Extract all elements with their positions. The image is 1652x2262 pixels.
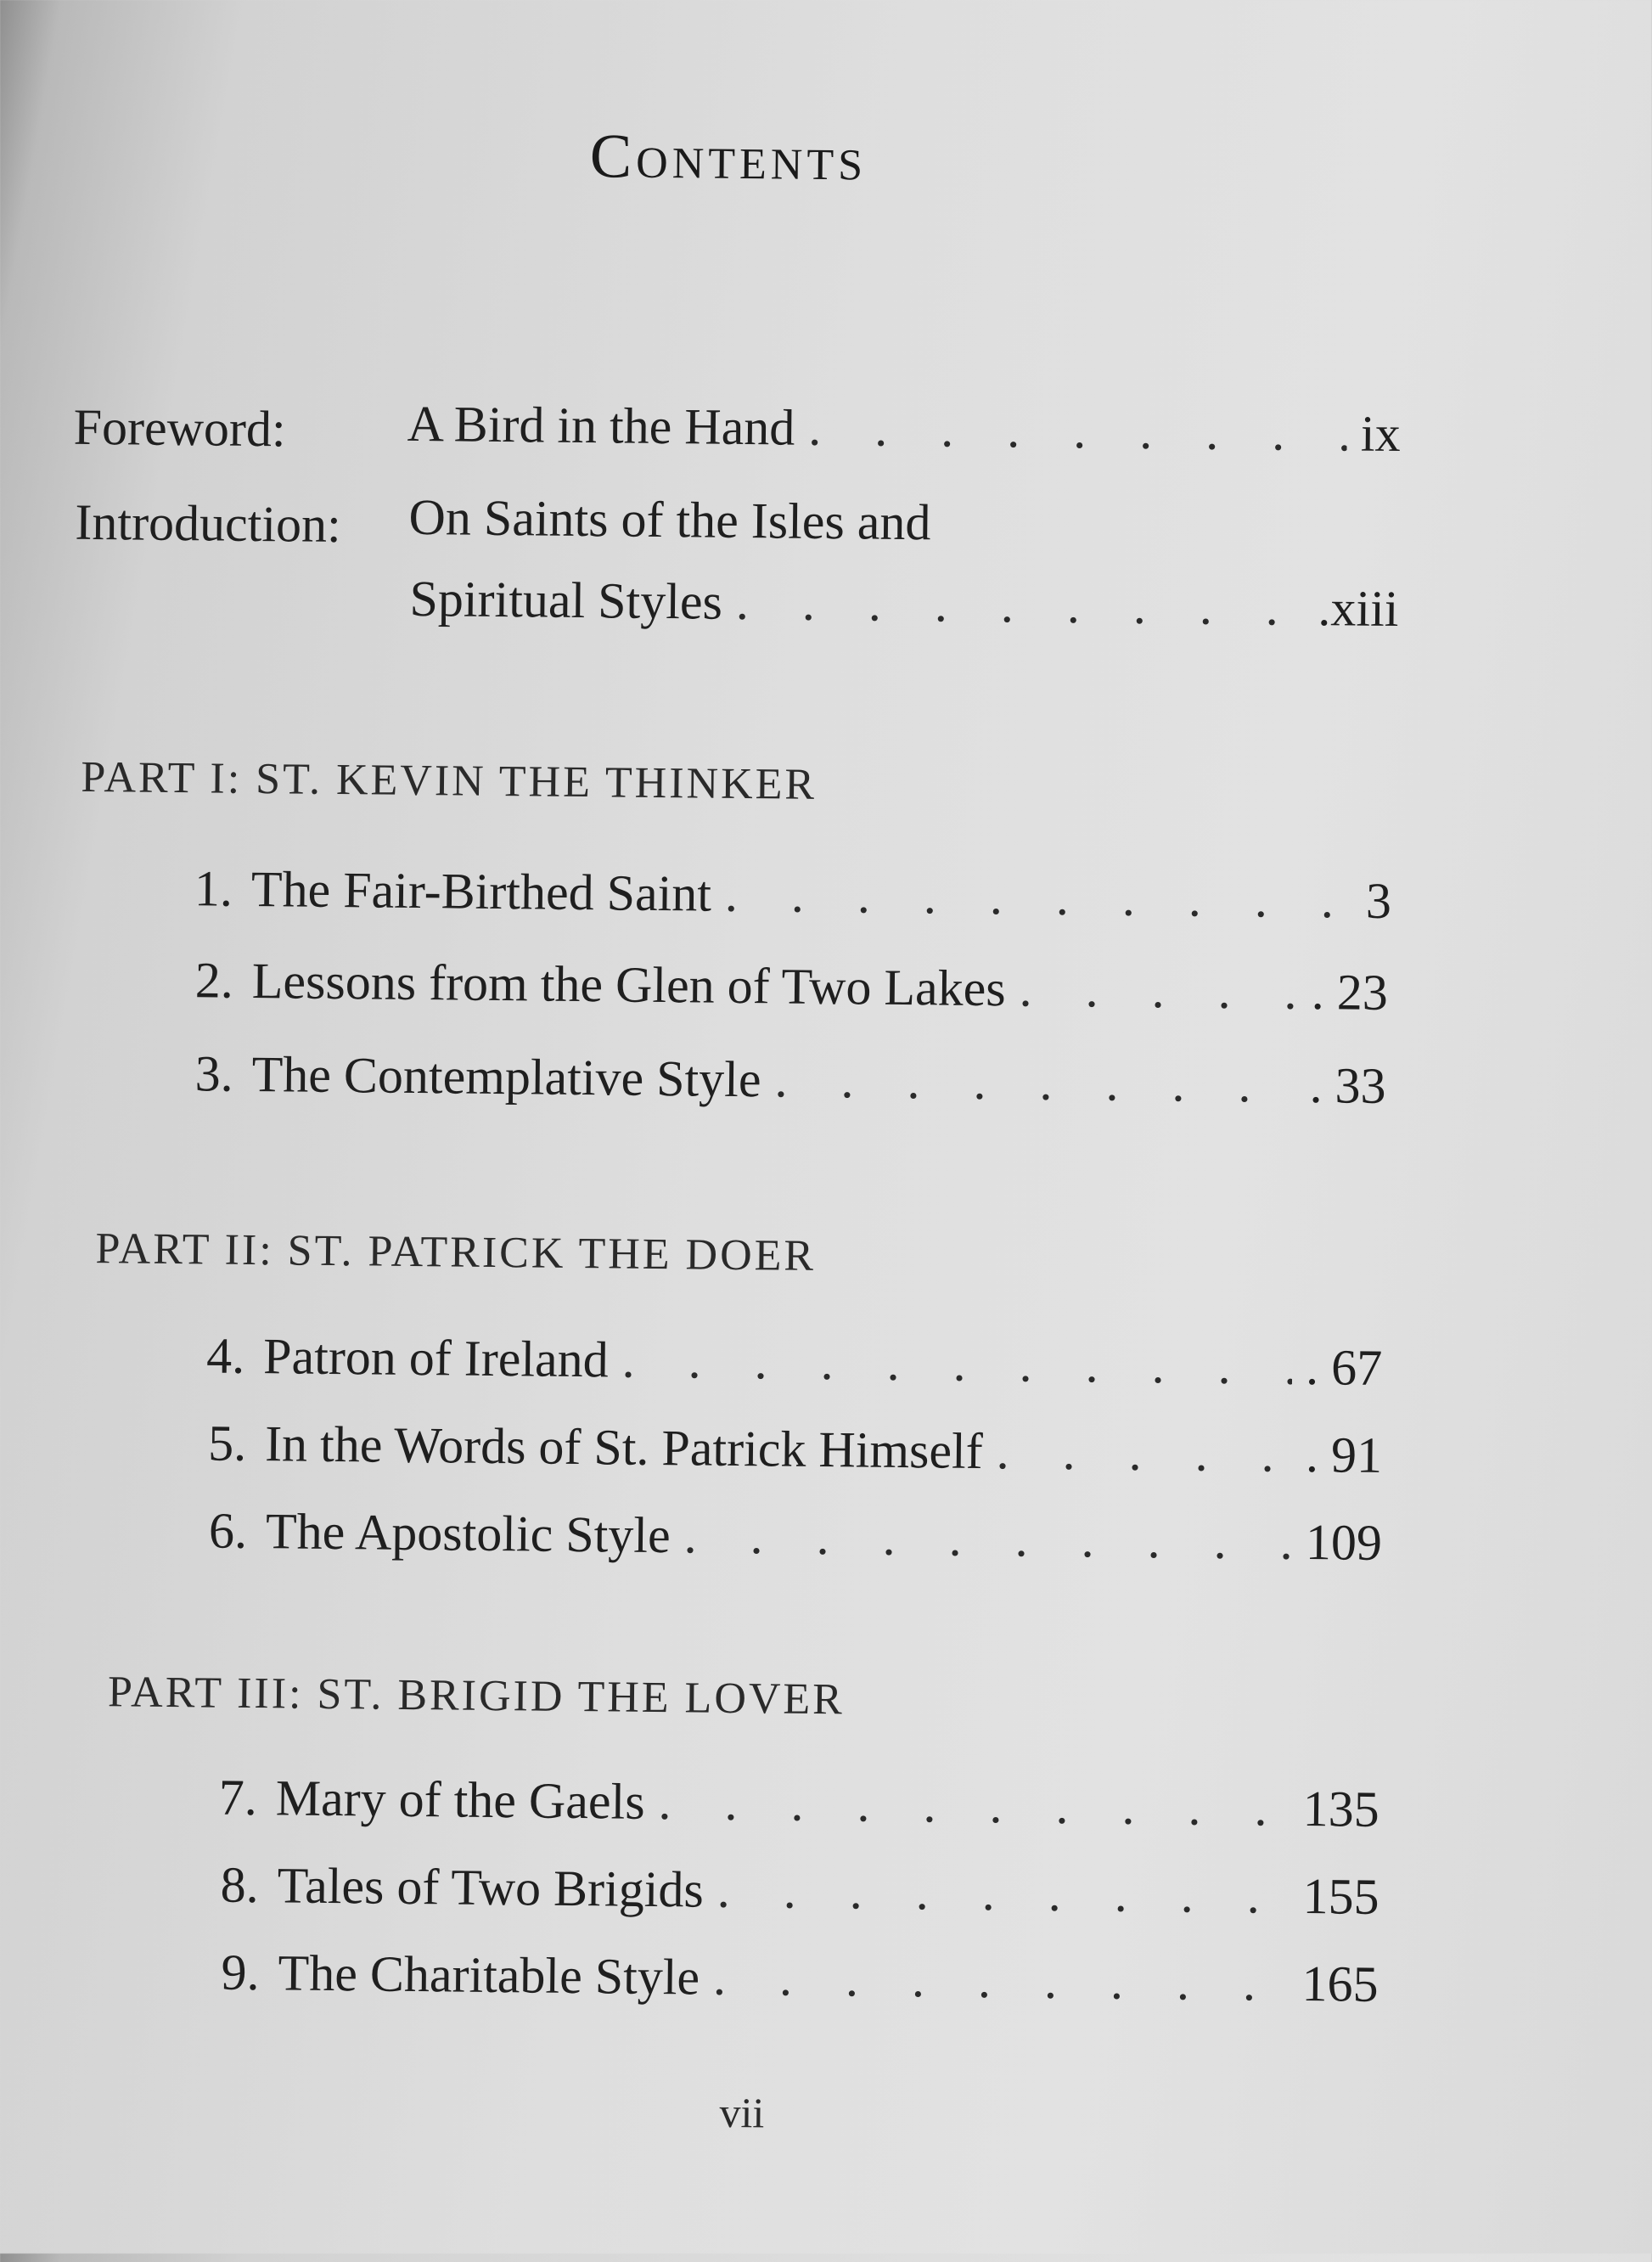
chapter-entry[interactable] [183,1943,1379,2023]
introduction-title-line2: Spiritual Styles [409,570,723,630]
chapter-entry[interactable] [156,859,1392,940]
foreword-entry[interactable] [407,395,1401,473]
chapter-title: The Contemplative Style [251,1045,761,1108]
chapter-entry[interactable] [170,1414,1383,1494]
leader-dots [716,1861,1290,1926]
chapter-number: 1. [194,860,233,917]
chapter-number: 3. [194,1045,234,1102]
leader-dots [1019,959,1298,1021]
part-heading: PART II: ST. PATRICK THE DOER [95,1224,817,1280]
chapter-number: 7. [218,1769,258,1826]
chapter-page: . 23 [1311,964,1389,1021]
chapter-page: 165 [1301,1955,1379,2012]
chapter-title: Lessons from the Glen of Two Lakes [251,952,1007,1017]
introduction-entry[interactable] [409,570,1399,648]
foreword-title: A Bird in the Hand [407,395,795,456]
chapter-number: 2. [194,952,234,1009]
chapter-title: Mary of the Gaels [275,1770,645,1830]
chapter-page: . 91 [1305,1426,1383,1483]
introduction-title-line1: On Saints of the Isles and [408,488,931,551]
introduction-label: Introduction: [75,493,342,554]
page-number: vii [719,2088,765,2137]
leader-dots [725,865,1353,931]
page-title: Contents [589,121,868,194]
chapter-number: 9. [221,1944,260,2001]
introduction-page: .xiii [1318,580,1399,638]
chapter-entry[interactable] [156,951,1388,1032]
chapter-page: 3 [1365,872,1392,930]
chapter-number: 6. [208,1502,248,1559]
chapter-number: 4. [205,1327,245,1384]
leader-dots [621,1331,1292,1397]
chapter-title: In the Words of St. Patrick Himself [264,1415,984,1480]
chapter-entry[interactable] [168,1326,1383,1407]
chapter-title: The Apostolic Style [265,1503,671,1564]
leader-dots [683,1506,1292,1571]
chapter-number: 8. [220,1856,260,1914]
leader-dots [808,399,1347,464]
foreword-page: ix [1360,405,1402,463]
show-through-text [695,49,708,106]
part-heading: PART I: ST. KEVIN THE THINKER [81,752,818,809]
foreword-label: Foreword: [73,398,286,458]
chapter-entry[interactable] [180,1768,1379,1848]
chapter-entry[interactable] [171,1501,1383,1582]
chapter-title: The Charitable Style [278,1944,700,2006]
chapter-page: 135 [1302,1781,1380,1837]
leader-dots [736,573,1305,638]
chapter-page: 109 [1305,1514,1383,1571]
leader-dots [996,1422,1292,1484]
chapter-page: . 67 [1305,1339,1383,1396]
chapter-number: 5. [207,1415,247,1471]
leader-dots [774,1050,1296,1114]
chapter-title: The Fair-Birthed Saint [250,860,712,922]
chapter-page: . 33 [1309,1057,1386,1114]
leader-dots [713,1949,1289,2013]
chapter-page: 155 [1302,1868,1379,1925]
chapter-title: Patron of Ireland [262,1328,610,1388]
chapter-title: Tales of Two Brigids [277,1857,705,1918]
leader-dots [658,1773,1290,1838]
chapter-entry[interactable] [182,1855,1379,1936]
part-heading: PART III: ST. BRIGID THE LOVER [107,1668,846,1725]
chapter-entry[interactable] [156,1044,1386,1125]
